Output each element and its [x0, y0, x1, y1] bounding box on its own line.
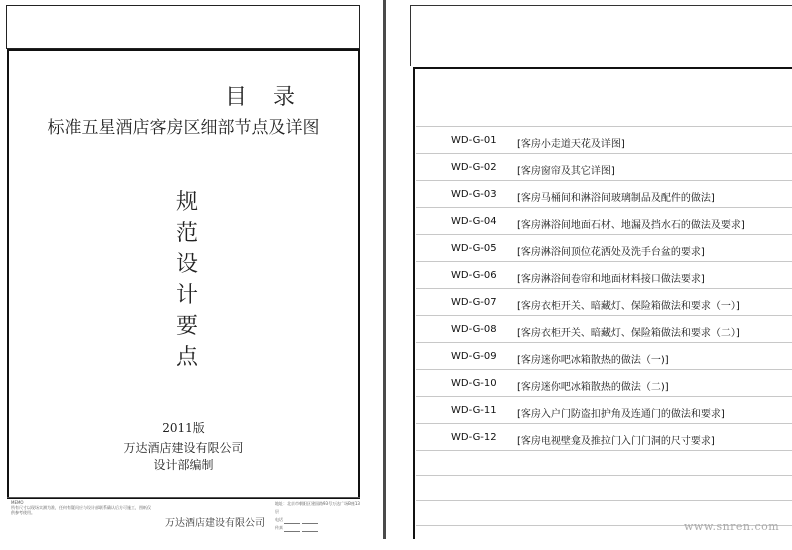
toc-item[interactable]: [416, 342, 792, 369]
memo-text: 所有尺寸以现场实测为准，任何有疑问应与设计部联系确认后方可施工，图纸仅供参考使用。: [11, 505, 151, 515]
toc-item[interactable]: [416, 180, 792, 207]
toc-text: [客房入户门防盗扣护角及连通门的做法和要求]: [517, 409, 725, 420]
toc-item[interactable]: [416, 234, 792, 261]
toc-item[interactable]: [416, 153, 792, 180]
cover-department: 设计部编制: [153, 458, 214, 472]
page-divider: [383, 0, 386, 539]
toc-code: WD-G-05: [451, 243, 497, 254]
toc-empty-row: [416, 450, 792, 475]
footer-address: 地址：北京市朝阳区建国路93号万达广场B座13层: [275, 501, 360, 514]
toc-item[interactable]: [416, 423, 792, 450]
toc-item[interactable]: [416, 369, 792, 396]
cover-header-box: [6, 5, 360, 49]
toc-item[interactable]: [416, 396, 792, 423]
footer-fax: 传真: [275, 524, 360, 532]
toc-code: WD-G-11: [451, 405, 497, 416]
watermark: www.snren.com: [684, 520, 780, 533]
toc-code: WD-G-04: [451, 216, 497, 227]
toc-code: WD-G-02: [451, 162, 497, 173]
footer-info: [275, 500, 360, 532]
toc-text: [客房衣柜开关、暗藏灯、保险箱做法和要求（一）]: [517, 301, 740, 312]
toc-text: [客房小走道天花及详图]: [517, 139, 625, 150]
toc-text: [客房迷你吧冰箱散热的做法（一)]: [517, 355, 669, 366]
toc-code: WD-G-08: [451, 324, 497, 335]
toc-code: WD-G-12: [451, 432, 497, 443]
toc-code: WD-G-03: [451, 189, 497, 200]
toc-code: WD-G-10: [451, 378, 497, 389]
memo-label: MEMO: [11, 500, 24, 505]
toc-item[interactable]: [416, 288, 792, 315]
toc-code: WD-G-06: [451, 270, 497, 281]
toc-code: WD-G-01: [451, 135, 497, 146]
toc-item[interactable]: [416, 261, 792, 288]
memo-block: [11, 500, 151, 515]
cover-vertical-title: 规范设计要点: [175, 190, 198, 370]
cover-company: 万达酒店建设有限公司: [123, 441, 244, 455]
toc-item[interactable]: [416, 126, 792, 153]
cover-edition: 2011版: [162, 421, 205, 435]
toc-empty-row: [416, 475, 792, 500]
toc-text: [客房衣柜开关、暗藏灯、保险箱做法和要求（二）]: [517, 328, 740, 339]
cover-main-frame: [7, 49, 360, 499]
footer-tel: 电话: [275, 516, 360, 524]
toc-text: [客房淋浴间地面石材、地漏及挡水石的做法及要求]: [517, 220, 745, 231]
toc-header-box: [410, 5, 792, 66]
cover-title: 标准五星酒店客房区细部节点及详图: [47, 118, 320, 138]
toc-code: WD-G-07: [451, 297, 497, 308]
toc-item[interactable]: [416, 207, 792, 234]
cover-title-block: [7, 497, 360, 531]
toc-text: [客房淋浴间卷帘和地面材料接口做法要求]: [517, 274, 705, 285]
toc-item[interactable]: [416, 315, 792, 342]
toc-title: 目录: [225, 85, 322, 110]
toc-text: [客房淋浴间顶位花洒处及洗手台盆的要求]: [517, 247, 705, 258]
toc-text: [客房窗帘及其它详图]: [517, 166, 615, 177]
toc-text: [客房马桶间和淋浴间玻璃制品及配件的做法]: [517, 193, 715, 204]
toc-text: [客房电视壁龛及推拉门入门门洞的尺寸要求]: [517, 436, 715, 447]
toc-list: [416, 126, 792, 550]
toc-code: WD-G-09: [451, 351, 497, 362]
toc-text: [客房迷你吧冰箱散热的做法（二)]: [517, 382, 669, 393]
footer-company: 万达酒店建设有限公司: [165, 518, 265, 529]
